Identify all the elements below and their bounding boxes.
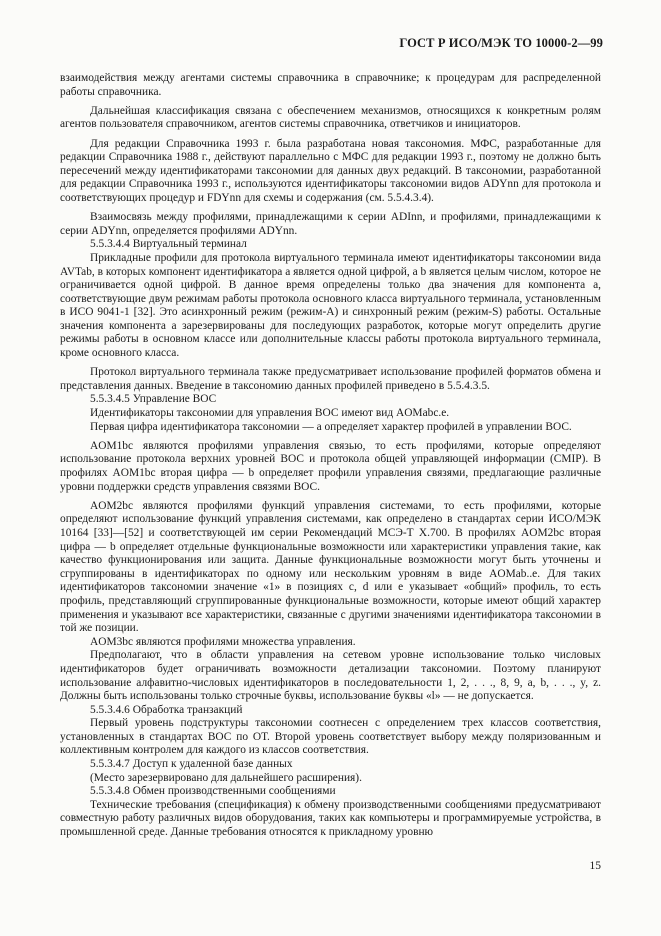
paragraph: Протокол виртуального терминала также предусматривает использование профилей форматов обмена и представления данных. Введение в таксономию данных профилей приведено в 5.5.4.3.5.: [60, 366, 601, 392]
paragraph: AOM2bc являются профилями функций управления системами, то есть профилями, которые определяют использование функций управления системами, как определено в стандартах серии ИСО/МЭК 10164 [33]—[52] и соответствующей им серии Рекомендаций МСЭ-Т X.700. В профилях AOM2bc вторая цифра — b определяет отдельные функциональные возможности или характеристики управления такие, как качество функционирования или защита. Данные функциональные возможности могут быть уточнены и сгруппированы в идентификаторах по одному или нескольким уровням в виде AOMab..e. Для таких идентификаторов таксономии значение «1» в позициях c, d или e указывает «общий» профиль, то есть профиль, представляющий сгруппированные функциональные возможности, которые имеют общий характер применения и указывают все характеристики, связанные с другими значениями идентификатора таксономии в той же позиции.: [60, 499, 601, 635]
section-heading: 5.5.3.4.5 Управление ВОС: [90, 393, 217, 406]
paragraph: Дальнейшая классификация связана с обеспечением механизмов, относящихся к конкретным ролям агентов пользователя справочником, агентов системы справочника, ответчиков и инициаторов.: [60, 104, 601, 131]
running-header: ГОСТ Р ИСО/МЭК ТО 10000-2—99: [399, 36, 603, 50]
paragraph: Первый уровень подструктуры таксономии соотнесен с определением трех классов соответствия, установленных в стандартах ВОС по ОТ. Второй уровень соответствует выбору между поляризованным и коллективным контролем для каждого из классов соответствия.: [60, 717, 601, 757]
paragraph: Для редакции Справочника 1993 г. была разработана новая таксономия. МФС, разработанные для редакции Справочника 1988 г., действуют параллельно с МФС для редакции 1993 г., поэтому не должно быть пересечений между идентификаторами таксономии для данных двух редакций. В таксономии, разработанной для редакции Справочника 1993 г., используются идентификаторы таксономии видов ADYnn для протокола и соответствующих процедур и FDYnn для схемы и содержания (см. 5.5.4.3.4).: [60, 137, 601, 204]
section-heading: 5.5.3.4.8 Обмен производственными сообщениями: [90, 785, 336, 798]
paragraph: AOM3bc являются профилями множества управления.: [90, 635, 356, 648]
paragraph: (Место зарезервировано для дальнейшего расширения).: [90, 771, 362, 784]
paragraph: Идентификаторы таксономии для управления ВОС имеют вид AOMabc.e.: [90, 407, 450, 420]
paragraph: Предполагают, что в области управления на сетевом уровне использование только числовых идентификаторов будет ограничивать возможности детализации таксономии. Поэтому планируют использование алфавитно-числовых идентификаторов в последовательности 1, 2, . . ., 8, 9, a, b, . . ., y, z. Должны быть использованы только строчные буквы, использование буквы «l» — не допускается.: [60, 649, 601, 703]
body-text: [60, 72, 601, 840]
paragraph: Технические требования (спецификация) к обмену производственными сообщениями предусматривают совместную работу различных видов оборудования, таких как компьютеры и программируемые устройства, в промышленной среде. Данные требования относятся к прикладному уровню: [60, 798, 601, 839]
section-heading: 5.5.3.4.6 Обработка транзакций: [90, 703, 243, 716]
paragraph: AOM1bc являются профилями управления связью, то есть профилями, которые определяют использование протокола верхних уровней ВОС и протокола общей управляющей информации (CMIP). В профилях AOM1bc вторая цифра — b определяет профили управления связями, предлагающие различные уровни поддержки средств управления связями ВОС.: [60, 439, 601, 493]
section-heading: 5.5.3.4.7 Доступ к удаленной базе данных: [90, 758, 293, 771]
paragraph: Взаимосвязь между профилями, принадлежащими к серии ADInn, и профилями, принадлежащими к серии ADYnn, определяется профилями ADYnn.: [60, 211, 601, 237]
paragraph: Прикладные профили для протокола виртуального терминала имеют идентификаторы таксономии вида AVTab, в которых компонент идентификатора a является одной цифрой, а b является целым числом, которое не ограничивается одной цифрой. В данное время определены только два значения для компонента a, соответствующие двум режимам работы протокола основного класса виртуального терминала, установленным в ИСО 9041-1 [32]. Это асинхронный режим (режим-А) и синхронный режим (режим-S) работы. Остальные значения компонента a зарезервированы для последующих разработок, которые могут определить другие режимы работы в основном классе или дополнительные классы работы протокола виртуального терминала, кроме основного класса.: [60, 251, 601, 360]
section-heading: 5.5.3.4.4 Виртуальный терминал: [90, 238, 247, 251]
paragraph: Первая цифра идентификатора таксономии — a определяет характер профилей в управлении ВОС.: [90, 420, 572, 433]
paragraph: взаимодействия между агентами системы справочника в справочнике; к процедурам для распределенной работы справочника.: [60, 72, 601, 98]
page-number: 15: [589, 860, 601, 872]
